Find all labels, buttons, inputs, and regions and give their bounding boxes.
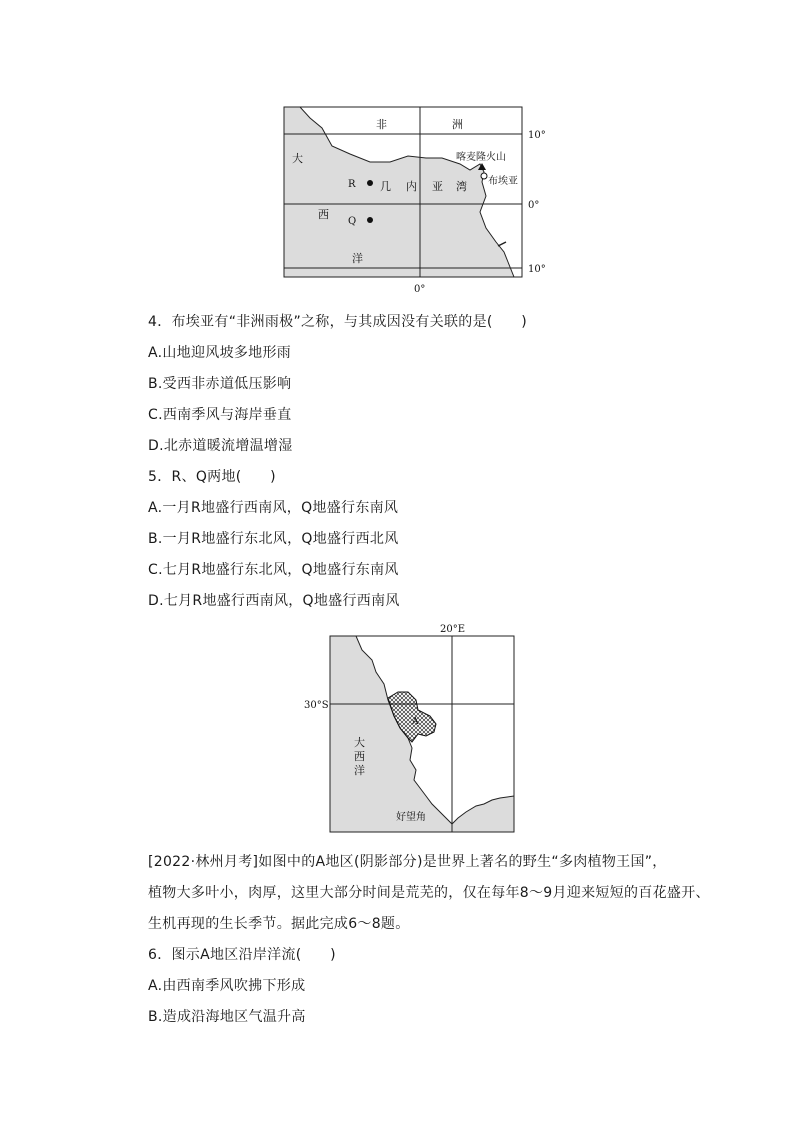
q6-option-b: B.造成沿海地区气温升高	[148, 1009, 306, 1025]
cape-label: 好望角	[396, 812, 426, 823]
lon-bottom: 0°	[414, 284, 426, 295]
label-ya: 亚	[432, 180, 443, 193]
label-xi: 西	[318, 208, 329, 221]
q5-option-c: C.七月R地盛行东北风，Q地盛行东南风	[148, 562, 399, 578]
q5-option-b: B.一月R地盛行东北风，Q地盛行西北风	[148, 531, 399, 547]
label-zhou: 洲	[452, 118, 463, 131]
southern-africa-map	[300, 620, 524, 838]
q4-option-a: A.山地迎风坡多地形雨	[148, 345, 292, 361]
label-yang: 洋	[352, 252, 363, 265]
ocean-label-1: 大	[354, 736, 365, 749]
label-nei: 内	[406, 180, 417, 193]
point-r-label: R	[348, 179, 356, 190]
q4-stem: 4．布埃亚有“非洲雨极”之称，与其成因没有关联的是( )	[148, 314, 528, 330]
intro-line-2: 植物大多叶小，肉厚，这里大部分时间是荒芜的，仅在每年8～9月迎来短短的百花盛开、	[148, 885, 710, 901]
label-da: 大	[292, 152, 303, 165]
point-q-dot	[367, 217, 373, 223]
ocean-label-3: 洋	[354, 764, 365, 777]
lat-label: 30°S	[304, 700, 329, 711]
lat-top: 10°	[528, 130, 546, 141]
q4-option-d: D.北赤道暖流增温增湿	[148, 438, 293, 454]
q4-option-b: B.受西非赤道低压影响	[148, 376, 292, 392]
q5-option-a: A.一月R地盛行西南风，Q地盛行东南风	[148, 500, 399, 516]
q5-stem: 5．R、Q两地( )	[148, 469, 276, 485]
region-a-label: A	[412, 717, 419, 727]
lon-label: 20°E	[440, 624, 466, 635]
intro-line-1: [2022·林州月考]如图中的A地区(阴影部分)是世界上著名的野生“多肉植物王国”，	[148, 854, 667, 870]
label-fei: 非	[376, 118, 387, 131]
intro-line-3: 生机再现的生长季节。据此完成6～8题。	[148, 916, 410, 932]
q6-option-a: A.由西南季风吹拂下形成	[148, 978, 306, 994]
ocean-label-2: 西	[354, 750, 365, 763]
lat-mid: 0°	[528, 200, 540, 211]
label-ji: 几	[380, 180, 391, 193]
gulf-of-guinea-map	[270, 100, 560, 300]
label-wan: 湾	[456, 180, 467, 193]
city-icon	[481, 173, 487, 179]
q5-option-d: D.七月R地盛行西南风，Q地盛行西南风	[148, 593, 400, 609]
volcano-label: 喀麦隆火山	[456, 152, 506, 163]
q4-option-c: C.西南季风与海岸垂直	[148, 407, 292, 423]
point-q-label: Q	[348, 216, 357, 227]
q6-stem: 6．图示A地区沿岸洋流( )	[148, 947, 336, 963]
lat-bottom: 10°	[528, 264, 546, 275]
city-label: 布埃亚	[488, 176, 518, 187]
point-r-dot	[367, 180, 373, 186]
